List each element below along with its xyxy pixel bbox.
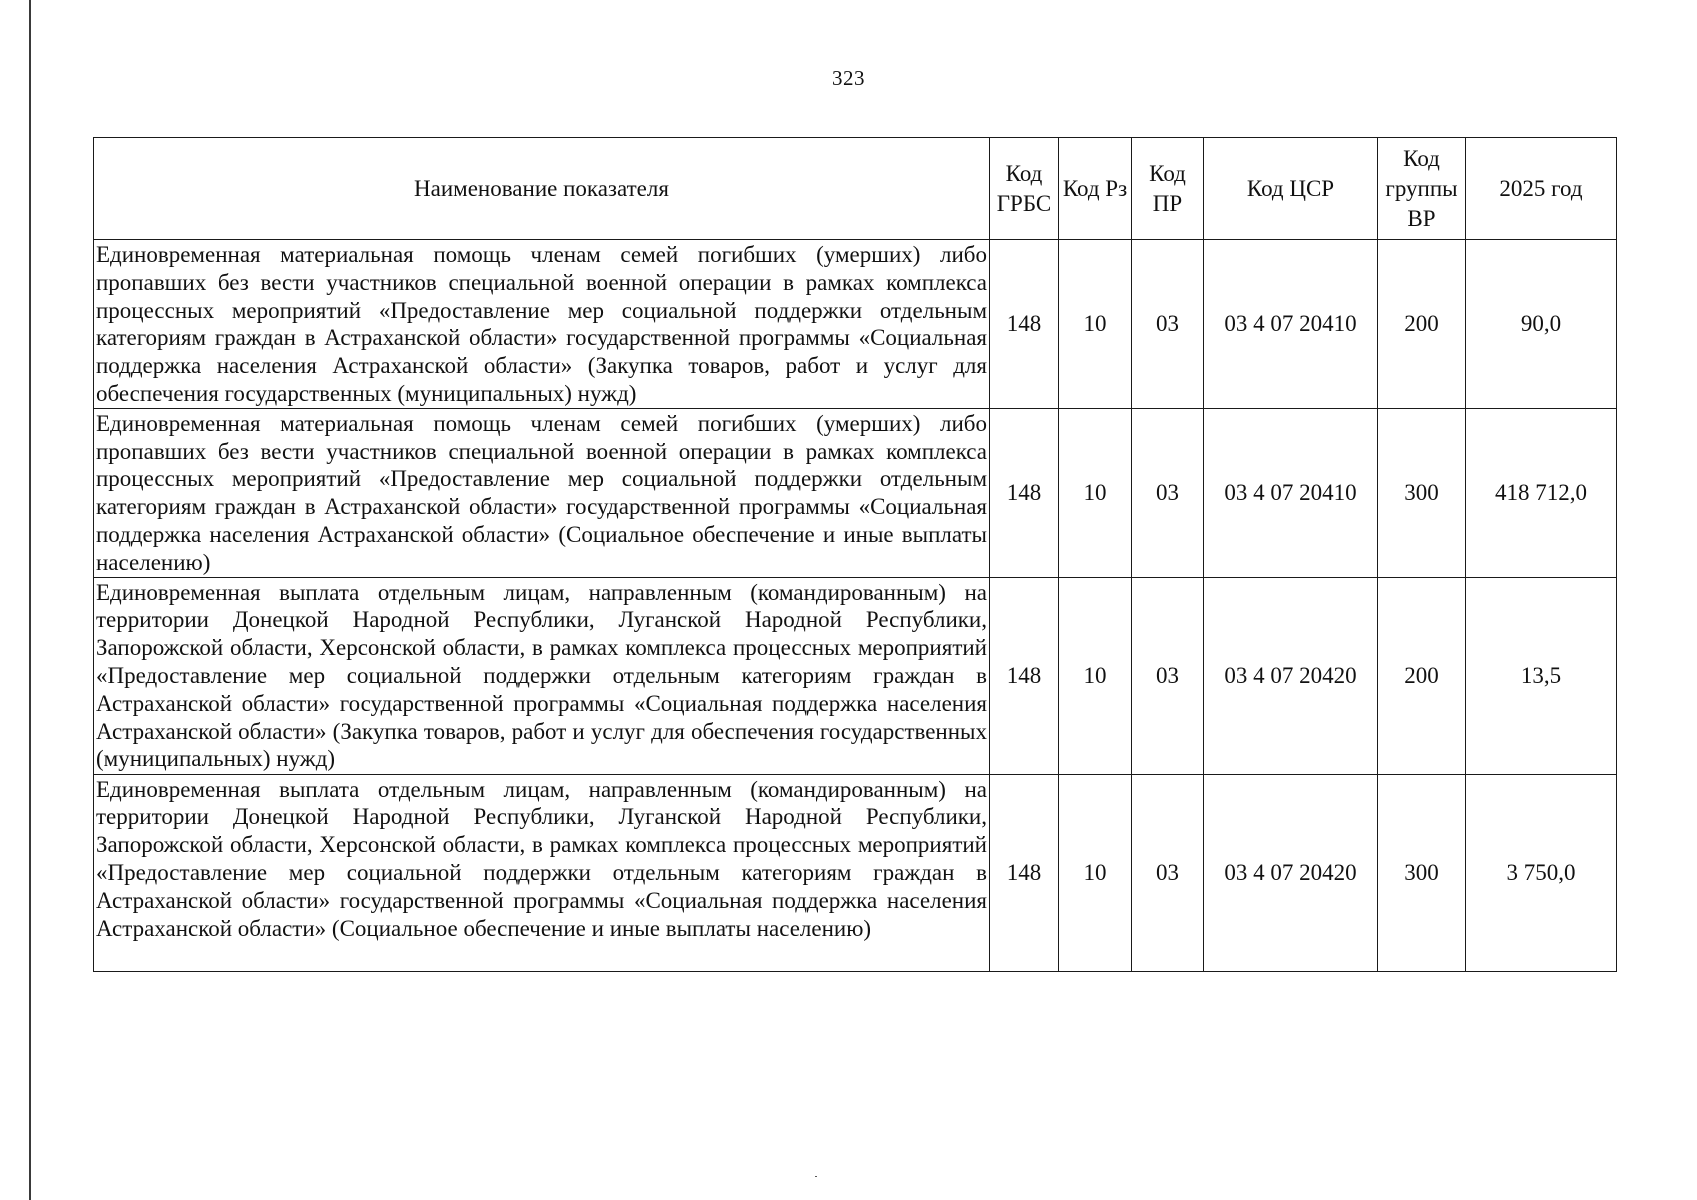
header-name: Наименование показателя xyxy=(94,138,990,240)
scan-speck xyxy=(815,1176,817,1177)
budget-table xyxy=(93,137,1617,972)
cell-grbs: 148 xyxy=(990,577,1059,774)
cell-name: Единовременная материальная помощь членам семей погибших (умерших) либо пропавших без вести участников специальной военной операции в рамках комплекса процессных мероприятий «Предоставление мер социальной поддержки отдельным категориям граждан в Астраханской области» государственной программы «Социальная поддержка населения Астраханской области» (Социальное обеспечение и иные выплаты населению) xyxy=(94,408,990,577)
header-pr: Код ПР xyxy=(1132,138,1204,240)
cell-vr: 200 xyxy=(1378,577,1466,774)
cell-vr: 300 xyxy=(1378,774,1466,971)
table-row xyxy=(94,774,1617,971)
header-vr: Код группы ВР xyxy=(1378,138,1466,240)
cell-csr: 03 4 07 20410 xyxy=(1204,240,1378,409)
cell-grbs: 148 xyxy=(990,774,1059,971)
cell-amount: 13,5 xyxy=(1466,577,1617,774)
cell-csr: 03 4 07 20420 xyxy=(1204,577,1378,774)
cell-csr: 03 4 07 20420 xyxy=(1204,774,1378,971)
table-row xyxy=(94,408,1617,577)
cell-pr: 03 xyxy=(1132,240,1204,409)
page-binding-line xyxy=(29,0,31,1200)
table-header-row xyxy=(94,138,1617,240)
cell-amount: 3 750,0 xyxy=(1466,774,1617,971)
header-grbs: Код ГРБС xyxy=(990,138,1059,240)
cell-grbs: 148 xyxy=(990,408,1059,577)
cell-amount: 90,0 xyxy=(1466,240,1617,409)
header-rz: Код Рз xyxy=(1059,138,1132,240)
cell-rz: 10 xyxy=(1059,408,1132,577)
page-number: 323 xyxy=(832,66,865,90)
cell-pr: 03 xyxy=(1132,408,1204,577)
cell-rz: 10 xyxy=(1059,240,1132,409)
cell-vr: 300 xyxy=(1378,408,1466,577)
cell-grbs: 148 xyxy=(990,240,1059,409)
cell-pr: 03 xyxy=(1132,577,1204,774)
cell-csr: 03 4 07 20410 xyxy=(1204,408,1378,577)
header-year: 2025 год xyxy=(1466,138,1617,240)
cell-vr: 200 xyxy=(1378,240,1466,409)
cell-rz: 10 xyxy=(1059,774,1132,971)
cell-amount: 418 712,0 xyxy=(1466,408,1617,577)
cell-name: Единовременная выплата отдельным лицам, направленным (командированным) на территории Донецкой Народной Республики, Луганской Народной Республики, Запорожской области, Херсонской области, в рамках комплекса процессных мероприятий «Предоставление мер социальной поддержки отдельным категориям граждан в Астраханской области» государственной программы «Социальная поддержка населения Астраханской области» (Социальное обеспечение и иные выплаты населению) xyxy=(94,774,990,971)
cell-name: Единовременная материальная помощь членам семей погибших (умерших) либо пропавших без вести участников специальной военной операции в рамках комплекса процессных мероприятий «Предоставление мер социальной поддержки отдельным категориям граждан в Астраханской области» государственной программы «Социальная поддержка населения Астраханской области» (Закупка товаров, работ и услуг для обеспечения государственных (муниципальных) нужд) xyxy=(94,240,990,409)
cell-name: Единовременная выплата отдельным лицам, направленным (командированным) на территории Донецкой Народной Республики, Луганской Народной Республики, Запорожской области, Херсонской области, в рамках комплекса процессных мероприятий «Предоставление мер социальной поддержки отдельным категориям граждан в Астраханской области» государственной программы «Социальная поддержка населения Астраханской области» (Закупка товаров, работ и услуг для обеспечения государственных (муниципальных) нужд) xyxy=(94,577,990,774)
cell-pr: 03 xyxy=(1132,774,1204,971)
cell-rz: 10 xyxy=(1059,577,1132,774)
table-row xyxy=(94,577,1617,774)
header-csr: Код ЦСР xyxy=(1204,138,1378,240)
table-row xyxy=(94,240,1617,409)
